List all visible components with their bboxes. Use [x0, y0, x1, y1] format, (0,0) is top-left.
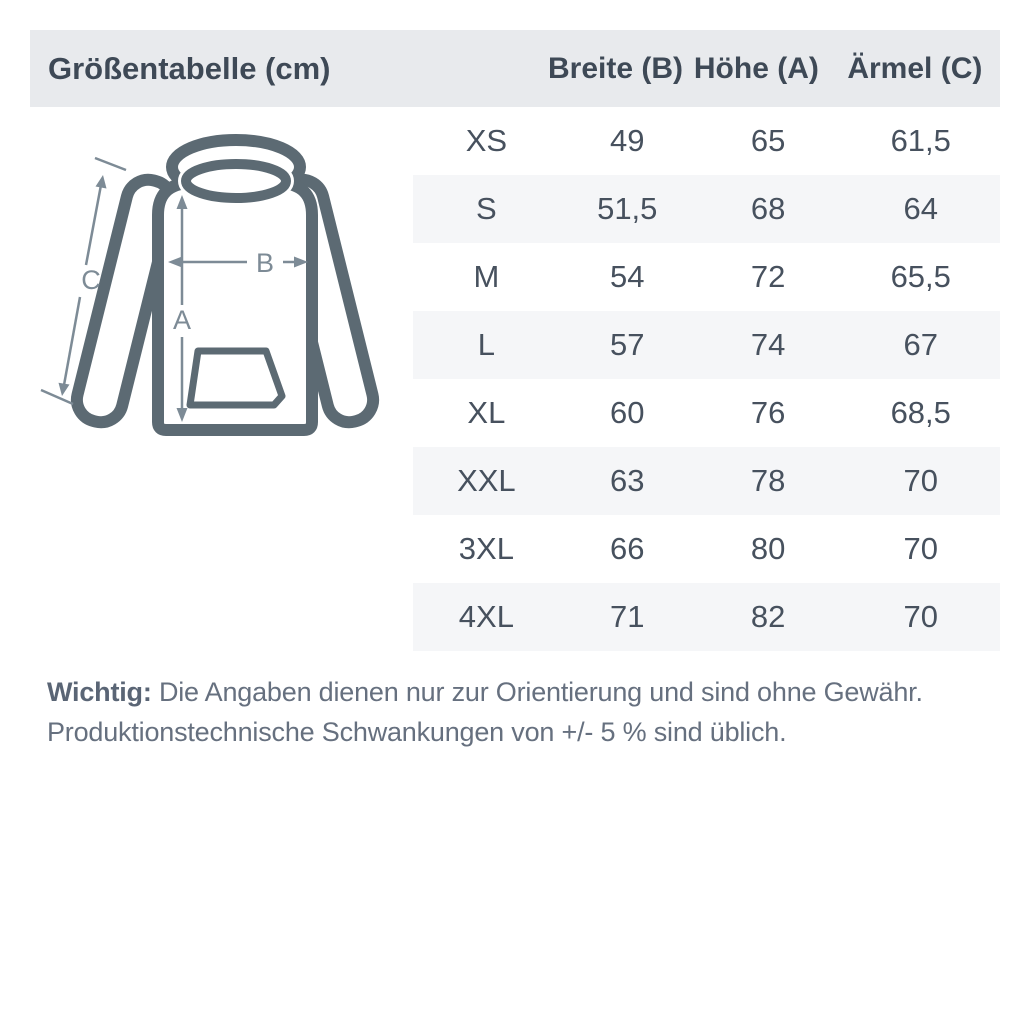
note-line2: Produktionstechnische Schwankungen von +/- 5 % sind üblich. [47, 717, 787, 747]
table-row [413, 107, 1000, 175]
size-chart-sheet [30, 30, 1000, 994]
aermel-cell: 68,5 [890, 395, 951, 430]
breite-cell: 66 [610, 531, 645, 566]
size-cell: XXL [457, 463, 516, 498]
hoehe-cell: 68 [750, 191, 786, 226]
hoehe-cell: 78 [750, 463, 786, 498]
hoodie-pocket [190, 351, 282, 405]
breite-cell: 63 [610, 463, 645, 498]
size-cell: XS [465, 123, 508, 158]
note-line1: Die Angaben dienen nur zur Orientierung und sind ohne Gewähr. [158, 677, 923, 707]
aermel-cell: 70 [903, 599, 938, 634]
aermel-cell: 70 [903, 531, 938, 566]
table-row [413, 311, 1000, 379]
size-cell: 3XL [458, 531, 514, 566]
breite-cell: 71 [610, 599, 645, 634]
note-label: Wichtig: [47, 677, 152, 707]
label-b: B [255, 248, 275, 278]
size-cell: XL [467, 395, 506, 430]
hoehe-cell: 65 [750, 123, 786, 158]
page-title: Größentabelle (cm) [48, 50, 331, 86]
table-row [413, 379, 1000, 447]
hoodie-hood [172, 140, 300, 198]
breite-cell: 57 [610, 327, 645, 362]
breite-cell: 49 [610, 123, 645, 158]
aermel-cell: 67 [903, 327, 938, 362]
table-row [413, 243, 1000, 311]
size-cell: M [473, 259, 500, 294]
size-cell: 4XL [458, 599, 514, 634]
disclaimer-note [47, 672, 982, 752]
table-row [413, 515, 1000, 583]
table-row [413, 583, 1000, 651]
size-cell: S [476, 191, 497, 226]
column-header-breite: Breite (B) [548, 51, 684, 85]
aermel-cell: 61,5 [890, 123, 951, 158]
breite-cell: 54 [610, 259, 645, 294]
table-header-bar [30, 30, 1000, 107]
hoehe-cell: 76 [750, 395, 786, 430]
table-row [413, 447, 1000, 515]
aermel-cell: 64 [903, 191, 938, 226]
column-header-aermel: Ärmel (C) [847, 51, 983, 85]
size-column-header [413, 52, 548, 86]
aermel-cell: 70 [903, 463, 938, 498]
hoehe-cell: 72 [750, 259, 786, 294]
column-header-hoehe: Höhe (A) [693, 51, 819, 85]
column-headers [413, 52, 1000, 86]
hoehe-cell: 74 [750, 327, 786, 362]
hoehe-cell: 80 [750, 531, 786, 566]
breite-cell: 60 [610, 395, 645, 430]
label-a: A [172, 305, 192, 335]
label-c: C [81, 265, 101, 295]
hoodie-measurement-diagram [40, 125, 410, 460]
table-row [413, 175, 1000, 243]
size-cell: L [477, 327, 495, 362]
size-table [413, 107, 1000, 651]
hoodie-diagram-icon [40, 125, 410, 460]
aermel-cell: 65,5 [890, 259, 951, 294]
breite-cell: 51,5 [597, 191, 658, 226]
hoehe-cell: 82 [750, 599, 786, 634]
